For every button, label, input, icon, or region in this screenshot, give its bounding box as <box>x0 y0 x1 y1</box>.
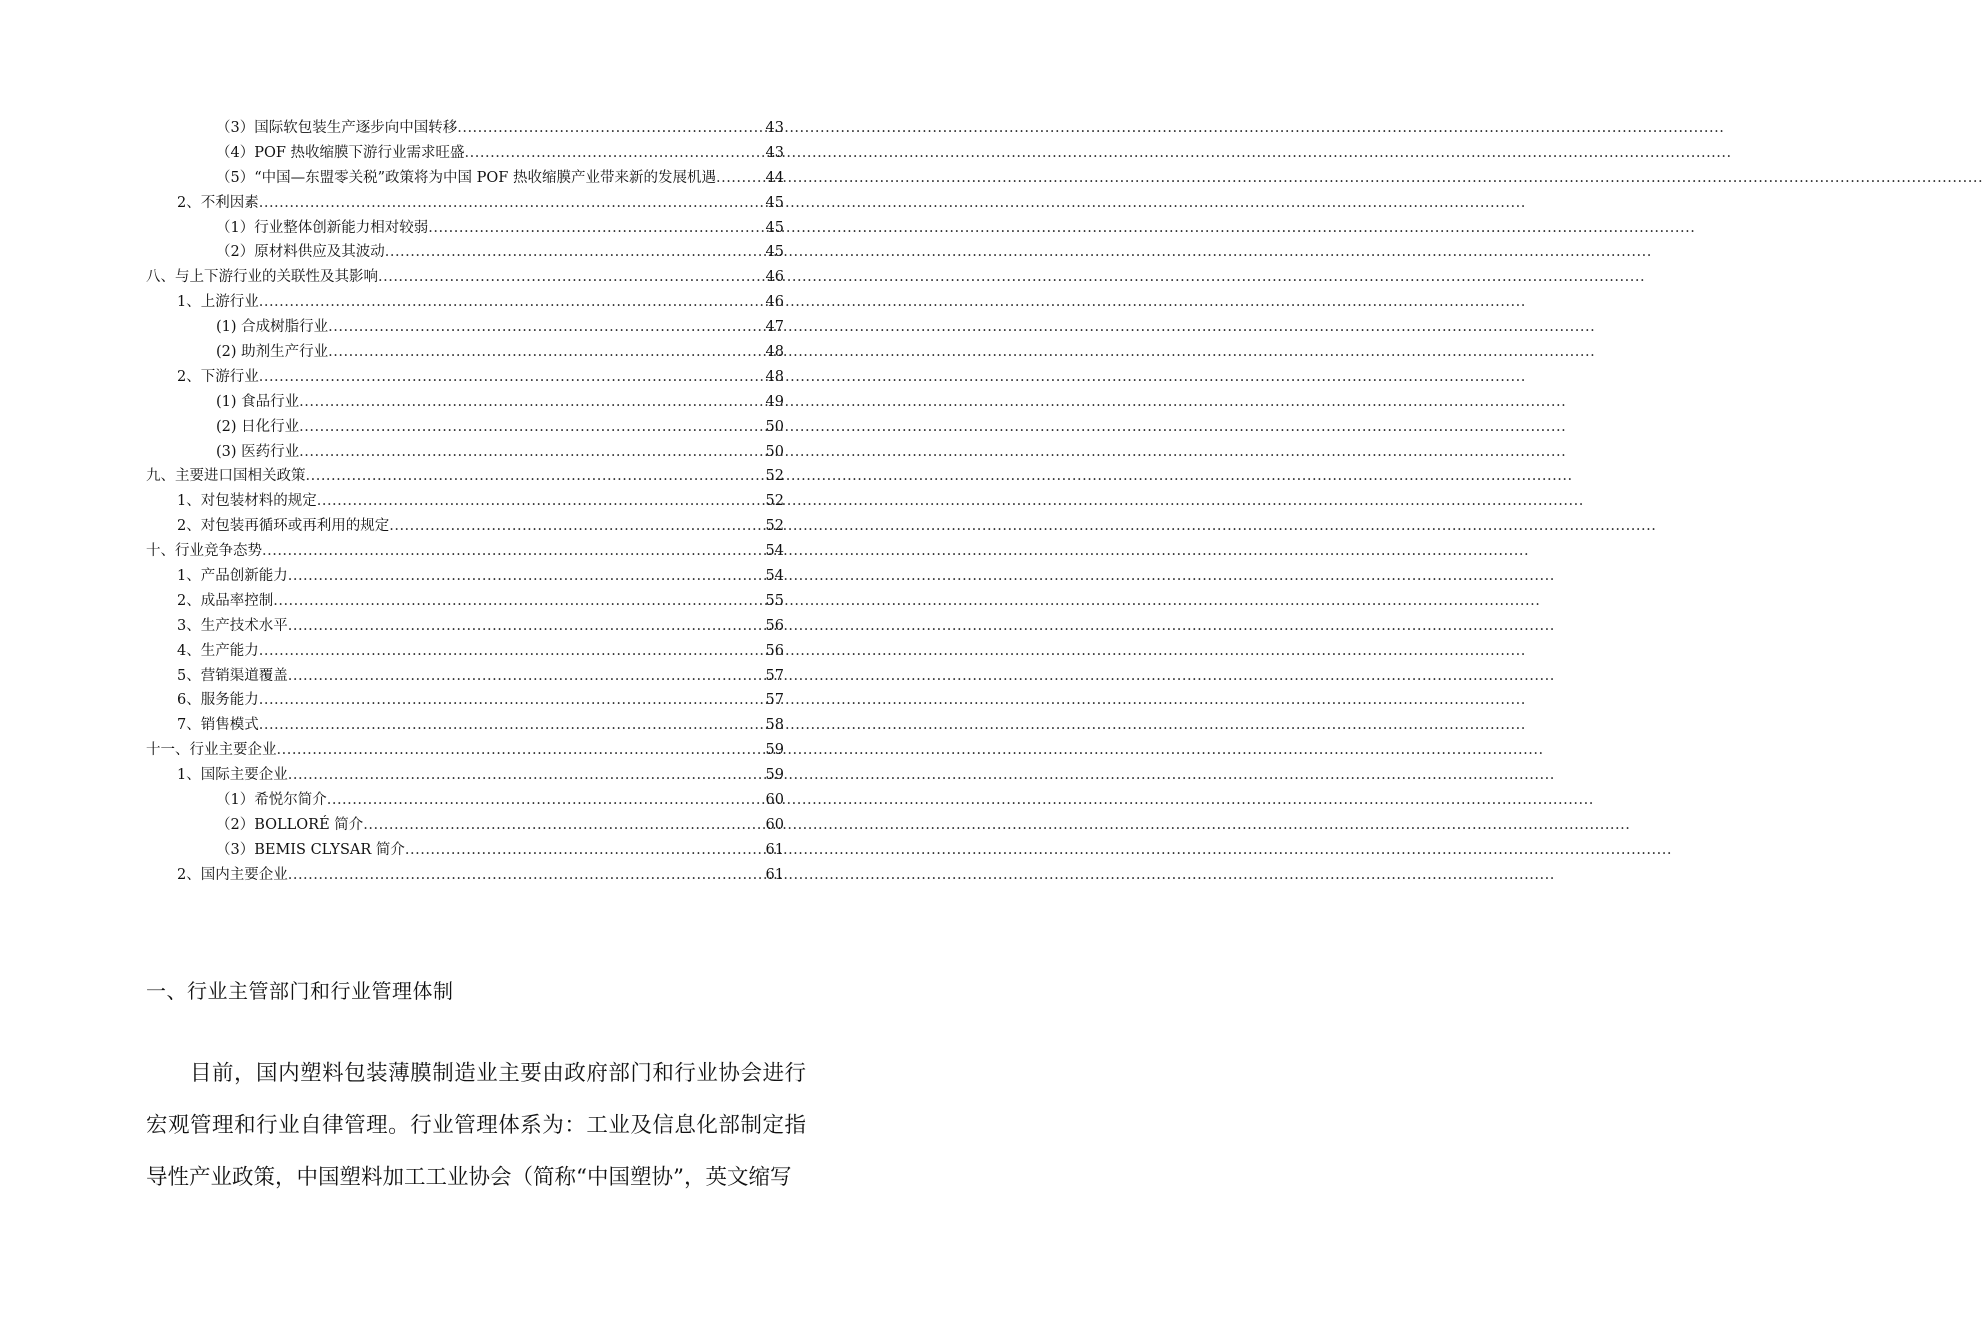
toc-entry-page-number: 46 <box>765 269 784 286</box>
toc-entry-label: （2）BOLLORÉ 简介 <box>216 816 364 833</box>
toc-entry-label: （1）行业整体创新能力相对较弱 <box>216 219 429 236</box>
toc-leader-dots <box>273 589 764 614</box>
toc-entry[interactable] <box>146 315 784 340</box>
toc-entry[interactable] <box>146 863 784 888</box>
toc-entry-label: 2、对包装再循环或再利用的规定 <box>177 518 390 535</box>
toc-entry-page-number: 59 <box>765 742 784 759</box>
toc-entry-page-number: 59 <box>765 767 784 784</box>
toc-leader-dots <box>259 688 765 713</box>
toc-entry-page-number: 52 <box>765 493 784 510</box>
toc-entry-page-number: 44 <box>765 169 784 186</box>
toc-leader-dots <box>299 390 764 415</box>
toc-entry-page-number: 50 <box>765 443 784 460</box>
toc-entry[interactable] <box>146 564 784 589</box>
toc-leader-dots <box>277 738 765 763</box>
toc-entry[interactable] <box>146 813 784 838</box>
toc-entry-page-number: 58 <box>765 717 784 734</box>
toc-entry[interactable] <box>146 240 784 265</box>
toc-entry[interactable] <box>146 415 784 440</box>
toc-leader-dots <box>259 639 765 664</box>
toc-entry-page-number: 56 <box>765 642 784 659</box>
toc-entry[interactable] <box>146 340 784 365</box>
toc-entry-page-number: 43 <box>765 120 784 136</box>
toc-entry[interactable] <box>146 116 784 141</box>
toc-entry[interactable] <box>146 365 784 390</box>
toc-entry[interactable] <box>146 265 784 290</box>
toc-entry-label: （4）POF 热收缩膜下游行业需求旺盛 <box>216 144 465 161</box>
toc-leader-dots <box>288 763 765 788</box>
toc-entry-page-number: 46 <box>765 294 784 311</box>
toc-entry-page-number: 52 <box>765 468 784 485</box>
toc-entry-label: （3）BEMIS CLYSAR 简介 <box>216 841 405 858</box>
toc-leader-dots <box>288 664 765 689</box>
toc-leader-dots <box>262 539 765 564</box>
toc-entry-label: (3) 医药行业 <box>216 443 300 460</box>
body-paragraph: 目前，国内塑料包装薄膜制造业主要由政府部门和行业协会进行宏观管理和行业自律管理。行业管理体系为：工业及信息化部制定指导性产业政策，中国塑料加工工业协会（简称“中国塑协”，英文缩写 <box>146 1061 806 1190</box>
toc-entry[interactable] <box>146 838 784 863</box>
toc-entry-label: 6、服务能力 <box>177 692 259 709</box>
toc-leader-dots <box>259 365 765 390</box>
toc-entry-label: 5、营销渠道覆盖 <box>177 667 288 684</box>
toc-entry-page-number: 47 <box>765 319 784 336</box>
toc-leader-dots <box>259 290 765 315</box>
toc-entry-page-number: 60 <box>765 792 784 809</box>
toc-entry-label: 4、生产能力 <box>177 642 259 659</box>
toc-entry[interactable] <box>146 539 784 564</box>
toc-entry-page-number: 50 <box>765 418 784 435</box>
toc-entry[interactable] <box>146 290 784 315</box>
toc-entry-label: 八、与上下游行业的关联性及其影响 <box>146 269 378 286</box>
toc-leader-dots <box>299 415 764 440</box>
toc-entry[interactable] <box>146 664 784 689</box>
toc-entry-page-number: 60 <box>765 816 784 833</box>
toc-leader-dots <box>378 265 765 290</box>
toc-entry-label: (2) 日化行业 <box>216 418 300 435</box>
toc-entry[interactable] <box>146 688 784 713</box>
toc-entry[interactable] <box>146 514 784 539</box>
toc-entry-page-number: 52 <box>765 518 784 535</box>
toc-leader-dots <box>457 116 764 141</box>
toc-leader-dots <box>716 166 765 191</box>
toc-entry-label: （2）原材料供应及其波动 <box>216 244 385 261</box>
toc-entry-page-number: 61 <box>765 841 784 858</box>
toc-entry-page-number: 61 <box>765 866 784 883</box>
toc-entry-page-number: 55 <box>765 592 784 609</box>
toc-entry[interactable] <box>146 390 784 415</box>
toc-leader-dots <box>405 838 765 863</box>
toc-leader-dots <box>328 340 764 365</box>
toc-entry-page-number: 54 <box>765 543 784 560</box>
toc-leader-dots <box>385 240 765 265</box>
toc-entry[interactable] <box>146 788 784 813</box>
toc-entry-label: 7、销售模式 <box>177 717 259 734</box>
section-heading: 一、行业主管部门和行业管理体制 <box>146 979 454 1003</box>
toc-entry-page-number: 54 <box>765 568 784 585</box>
toc-entry-page-number: 57 <box>765 667 784 684</box>
toc-leader-dots <box>428 216 764 241</box>
toc-leader-dots <box>465 141 765 166</box>
toc-entry-page-number: 48 <box>765 344 784 361</box>
toc-leader-dots <box>288 614 765 639</box>
toc-entry[interactable] <box>146 489 784 514</box>
toc-entry[interactable] <box>146 614 784 639</box>
toc-entry[interactable] <box>146 440 784 465</box>
toc-entry-label: (1) 合成树脂行业 <box>216 319 329 336</box>
table-of-contents <box>146 116 784 888</box>
toc-entry-label: 十、行业竞争态势 <box>146 543 262 560</box>
toc-leader-dots <box>288 863 765 888</box>
toc-leader-dots <box>299 440 764 465</box>
toc-entry-label: 2、下游行业 <box>177 368 259 385</box>
toc-entry-label: （1）希悦尔简介 <box>216 792 327 809</box>
toc-leader-dots <box>363 813 764 838</box>
toc-leader-dots <box>259 713 765 738</box>
toc-entry-page-number: 45 <box>765 219 784 236</box>
toc-entry[interactable] <box>146 166 784 191</box>
toc-entry[interactable] <box>146 639 784 664</box>
toc-entry[interactable] <box>146 216 784 241</box>
toc-leader-dots <box>328 315 764 340</box>
toc-leader-dots <box>288 564 765 589</box>
toc-entry-page-number: 57 <box>765 692 784 709</box>
toc-leader-dots <box>317 489 765 514</box>
toc-entry-page-number: 45 <box>765 244 784 261</box>
toc-leader-dots <box>306 464 765 489</box>
toc-entry-page-number: 45 <box>765 194 784 211</box>
toc-entry[interactable] <box>146 763 784 788</box>
toc-entry-label: (1) 食品行业 <box>216 393 300 410</box>
toc-leader-dots <box>327 788 765 813</box>
toc-entry-label: (2) 助剂生产行业 <box>216 344 329 361</box>
toc-entry[interactable] <box>146 589 784 614</box>
toc-entry-label: 2、成品率控制 <box>177 592 274 609</box>
toc-entry-label: 1、上游行业 <box>177 294 259 311</box>
toc-entry-page-number: 48 <box>765 368 784 385</box>
toc-entry-page-number: 49 <box>765 393 784 410</box>
toc-entry[interactable] <box>146 738 784 763</box>
toc-entry-page-number: 43 <box>765 144 784 161</box>
toc-entry[interactable] <box>146 141 784 166</box>
toc-entry-label: 3、生产技术水平 <box>177 617 288 634</box>
toc-leader-dots <box>389 514 764 539</box>
toc-entry-label: （3）国际软包装生产逐步向中国转移 <box>216 120 458 136</box>
toc-entry[interactable] <box>146 191 784 216</box>
toc-entry-label: 2、不利因素 <box>177 194 259 211</box>
toc-entry-label: 1、国际主要企业 <box>177 767 288 784</box>
toc-entry-label: 2、国内主要企业 <box>177 866 288 883</box>
toc-entry-label: 十一、行业主要企业 <box>146 742 277 759</box>
toc-entry-label: 1、对包装材料的规定 <box>177 493 317 510</box>
toc-entry-label: 1、产品创新能力 <box>177 568 288 585</box>
toc-leader-dots <box>259 191 765 216</box>
toc-entry-page-number: 56 <box>765 617 784 634</box>
toc-entry-label: 九、主要进口国相关政策 <box>146 468 306 485</box>
toc-entry-label: （5）“中国—东盟零关税”政策将为中国 POF 热收缩膜产业带来新的发展机遇 <box>216 169 716 186</box>
toc-entry[interactable] <box>146 713 784 738</box>
toc-entry[interactable] <box>146 464 784 489</box>
